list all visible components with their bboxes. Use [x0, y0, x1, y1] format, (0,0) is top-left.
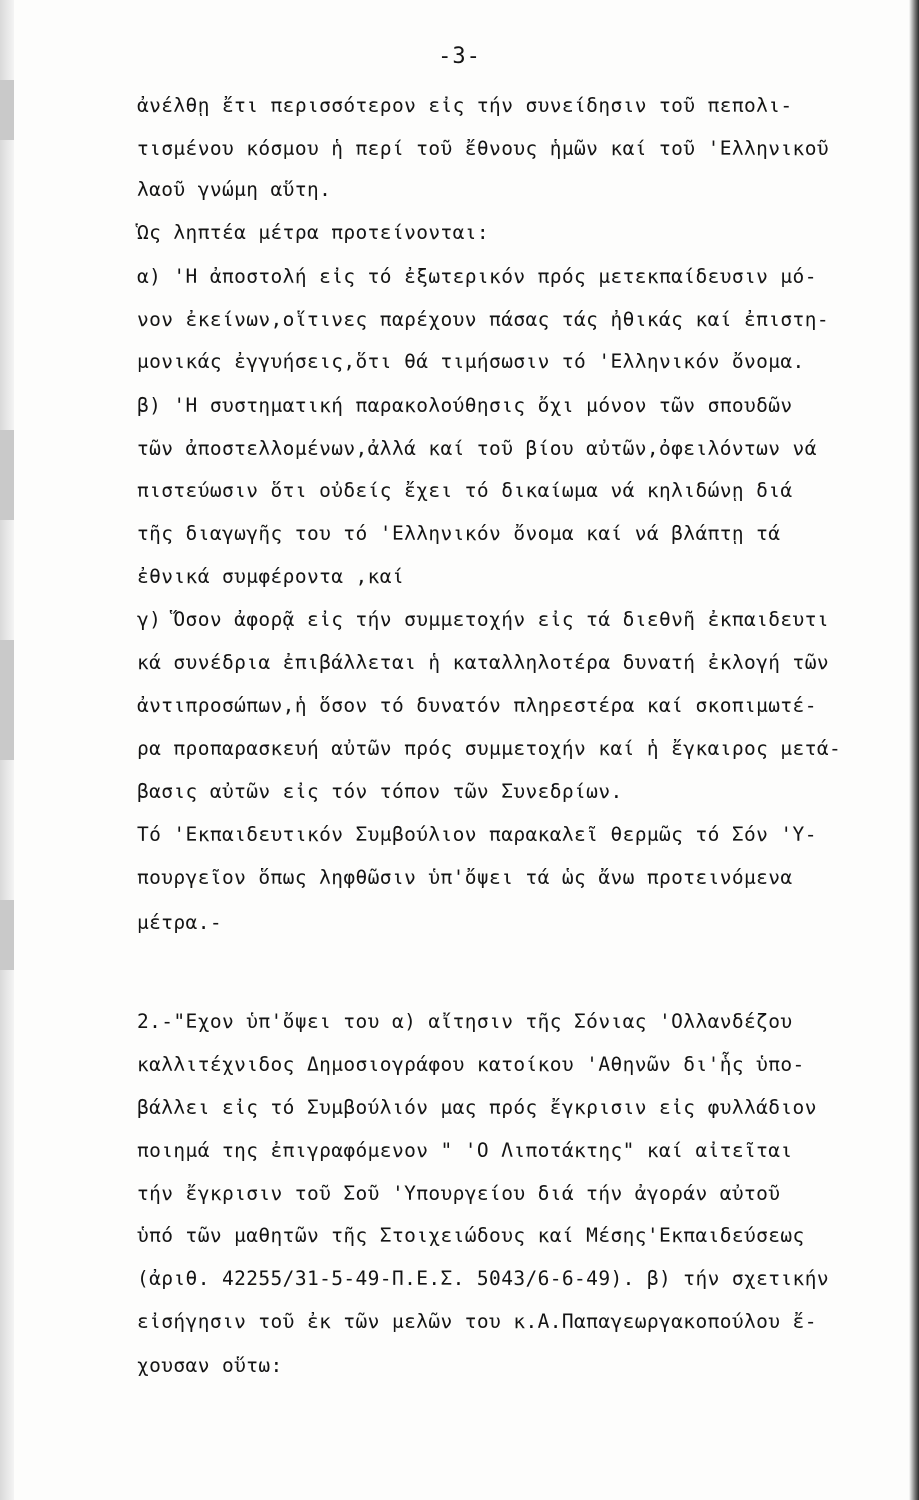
- text-line: ρα προπαρασκευή αὐτῶν πρός συμμετοχήν καί ἡ ἔγκαιρος μετά-: [137, 737, 842, 760]
- text-line: τῆς διαγωγῆς του τό 'Ελληνικόν ὄνομα καί νά βλάπτῃ τά: [137, 522, 781, 545]
- text-line: α) 'Η ἀποστολή εἰς τό ἐξωτερικόν πρός μετεκπαίδευσιν μό-: [137, 265, 817, 288]
- binding-mark: [0, 640, 14, 760]
- text-line: καλλιτέχνιδος Δημοσιογράφου κατοίκου 'Αθηνῶν δι'ἧς ὑπο-: [137, 1053, 805, 1076]
- text-line: κά συνέδρια ἐπιβάλλεται ἡ καταλληλοτέρα δυνατή ἐκλογή τῶν: [137, 651, 829, 674]
- text-line: πιστεύωσιν ὅτι οὐδείς ἔχει τό δικαίωμα νά κηλιδώνῃ διά: [137, 479, 793, 502]
- text-line: λαοῦ γνώμη αὕτη.: [137, 178, 332, 201]
- text-line: 2.-"Εχον ὑπ'ὄψει του α) αἴτησιν τῆς Σόνιας 'Ολλανδέζου: [137, 1010, 793, 1033]
- text-line: μέτρα.-: [137, 911, 222, 934]
- text-line: τισμένου κόσμου ἡ περί τοῦ ἔθνους ἡμῶν καί τοῦ 'Ελληνικοῦ: [137, 137, 829, 160]
- text-line: βάλλει εἰς τό Συμβούλιόν μας πρός ἔγκρισιν εἰς φυλλάδιον: [137, 1096, 817, 1119]
- text-line: γ) Ὅσον ἀφορᾷ εἰς τήν συμμετοχήν εἰς τά διεθνῆ ἐκπαιδευτι: [137, 608, 829, 631]
- text-line: β) 'Η συστηματική παρακολούθησις ὄχι μόνον τῶν σπουδῶν: [137, 394, 793, 417]
- text-line: ἀνέλθῃ ἔτι περισσότερον εἰς τήν συνείδησιν τοῦ πεπολι-: [137, 94, 793, 117]
- text-line: μονικάς ἐγγυήσεις,ὅτι θά τιμήσωσιν τό 'Ελληνικόν ὄνομα.: [137, 350, 805, 373]
- text-line: ἐθνικά συμφέροντα ,καί: [137, 565, 405, 588]
- binding-mark: [0, 430, 14, 520]
- text-line: Τό 'Εκπαιδευτικόν Συμβούλιον παρακαλεῖ θερμῶς τό Σόν 'Υ-: [137, 823, 817, 846]
- text-line: ἀντιπροσώπων,ἡ ὅσον τό δυνατόν πληρεστέρα καί σκοπιμωτέ-: [137, 694, 817, 717]
- text-line: τήν ἔγκρισιν τοῦ Σοῦ 'Υπουργείου διά τήν ἀγοράν αὐτοῦ: [137, 1182, 781, 1205]
- text-line: ποιημά της ἐπιγραφόμενον " 'Ο Λιποτάκτης" καί αἰτεῖται: [137, 1139, 793, 1162]
- text-line: Ὡς ληπτέα μέτρα προτείνονται:: [137, 221, 490, 244]
- binding-mark: [0, 900, 14, 970]
- page-edge-shadow: [909, 0, 919, 1500]
- page-number: -3-: [438, 44, 481, 69]
- text-line: βασις αὐτῶν εἰς τόν τόπον τῶν Συνεδρίων.: [137, 780, 623, 803]
- text-line: ὑπό τῶν μαθητῶν τῆς Στοιχειώδους καί Μέσης'Εκπαιδεύσεως: [137, 1224, 805, 1247]
- text-line: τῶν ἀποστελλομένων,ἀλλά καί τοῦ βίου αὐτῶν,ὀφειλόντων νά: [137, 437, 817, 460]
- binding-mark: [0, 80, 14, 140]
- text-line: χουσαν οὕτω:: [137, 1354, 283, 1377]
- text-line: πουργεῖον ὅπως ληφθῶσιν ὑπ'ὄψει τά ὡς ἄνω προτεινόμενα: [137, 866, 793, 889]
- text-line: νον ἐκείνων,οἵτινες παρέχουν πάσας τάς ἠθικάς καί ἐπιστη-: [137, 308, 829, 331]
- text-line: (ἀριθ. 42255/31-5-49-Π.Ε.Σ. 5043/6-6-49). β) τήν σχετικήν: [137, 1267, 829, 1290]
- text-line: εἰσήγησιν τοῦ ἐκ τῶν μελῶν του κ.Α.Παπαγεωργακοπούλου ἔ-: [137, 1310, 817, 1333]
